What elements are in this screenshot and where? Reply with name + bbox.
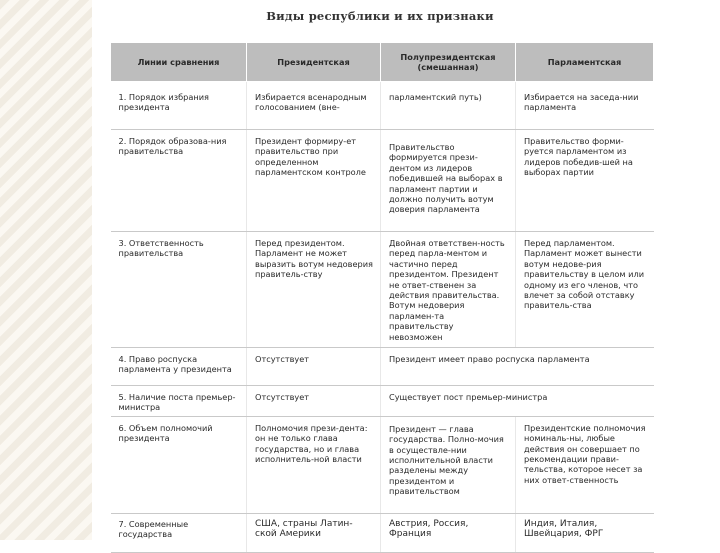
table-row: [111, 130, 654, 232]
table-row: [111, 513, 654, 552]
row-criterion: 4. Право роспуска парламента у президента: [111, 348, 247, 386]
cell-presidential: Президент формиру-ет правительство при определенном парламентском контроле: [247, 130, 381, 232]
cell-semi-presidential: Двойная ответствен-ность перед парла-ментом и частично перед президентом. Президент не ответ-ственен за действия правительства. Вотум недоверия парламен-та правительству невозможен: [381, 232, 516, 348]
cell-presidential: США, страны Латин-ской Америки: [247, 513, 381, 552]
cell-semi-presidential: Президент — глава государства. Полно-мочия в осуществле-нии исполнительной власти разделены между президентом и правительством: [381, 416, 516, 513]
cell-merged: Президент имеет право роспуска парламента: [381, 348, 654, 386]
cell-presidential: Избирается всенародным голосованием (вне-: [247, 82, 381, 130]
cell-presidential: Перед президентом. Парламент не может выразить вотум недоверия правитель-ству: [247, 232, 381, 348]
cell-parliamentary: Избирается на заседа-нии парламента: [516, 82, 654, 130]
header-semi-presidential: Полупрезидентская (смешанная): [381, 43, 516, 82]
table-row: [111, 416, 654, 513]
row-criterion: 1. Порядок избрания президента: [111, 82, 247, 130]
row-criterion: 5. Наличие поста премьер-министра: [111, 386, 247, 417]
decorative-stripes: [0, 0, 92, 540]
table-row: [111, 82, 654, 130]
row-criterion: 3. Ответственность правительства: [111, 232, 247, 348]
table-row: [111, 386, 654, 417]
page-title: Виды республики и их признаки: [266, 9, 494, 23]
table-header-row: [111, 43, 654, 82]
cell-presidential: Полномочия прези-дента: он не только глава государства, но и глава исполнитель-ной власти: [247, 416, 381, 513]
cell-semi-presidential: Правительство формируется прези-дентом из лидеров победившей на выборах в парламент партии и должно получить вотум доверия парламента: [381, 130, 516, 232]
cell-semi-presidential: Австрия, Россия, Франция: [381, 513, 516, 552]
table-row: [111, 232, 654, 348]
header-presidential: Президентская: [247, 43, 381, 82]
comparison-table: [110, 42, 654, 553]
cell-semi-presidential: парламентский путь): [381, 82, 516, 130]
cell-presidential: Отсутствует: [247, 348, 381, 386]
cell-parliamentary: Президентские полномочия номиналь-ны, любые действия он совершает по рекомендации прави-тельства, которое несет за них ответ-ственность: [516, 416, 654, 513]
cell-parliamentary: Правительство форми-руется парламентом из лидеров победив-шей на выборах партии: [516, 130, 654, 232]
row-criterion: 6. Объем полномочий президента: [111, 416, 247, 513]
header-parliamentary: Парламентская: [516, 43, 654, 82]
cell-parliamentary: Перед парламентом. Парламент может вынести вотум недове-рия правительству в целом или одному из его членов, что влечет за собой отставку правитель-ства: [516, 232, 654, 348]
cell-merged: Существует пост премьер-министра: [381, 386, 654, 417]
row-criterion: 2. Порядок образова-ния правительства: [111, 130, 247, 232]
cell-parliamentary: Индия, Италия, Швейцария, ФРГ: [516, 513, 654, 552]
table-row: [111, 348, 654, 386]
header-criteria: Линии сравнения: [111, 43, 247, 82]
row-criterion: 7. Современные государства: [111, 513, 247, 552]
cell-presidential: Отсутствует: [247, 386, 381, 417]
